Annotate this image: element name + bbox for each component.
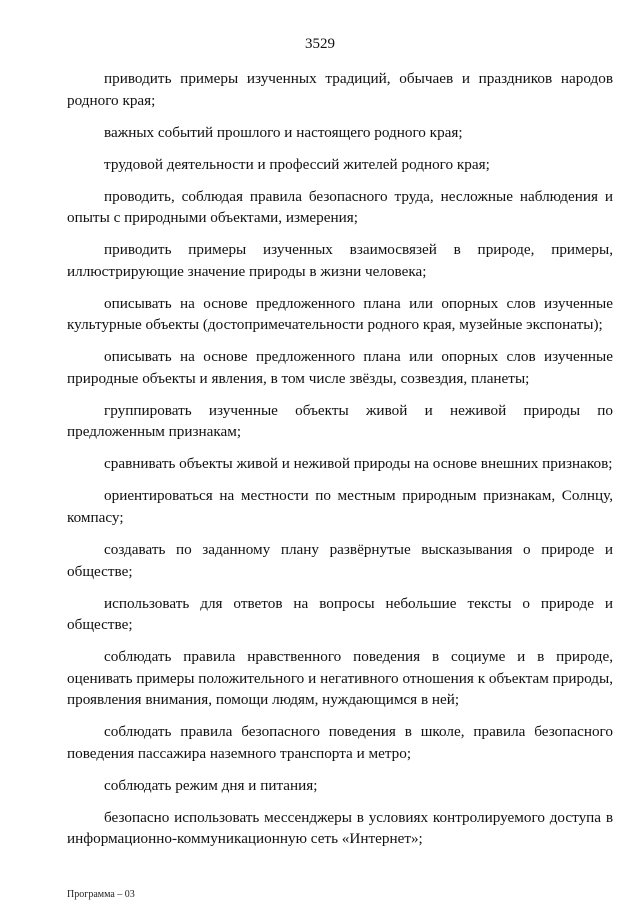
paragraph: ориентироваться на местности по местным природным признакам, Солнцу, компасу; <box>67 487 613 527</box>
paragraph: трудовой деятельности и профессий жителей родного края; <box>104 155 490 173</box>
paragraph: описывать на основе предложенного плана или опорных слов изученные культурные объекты (достопримечательности родного края, музейные экспонаты); <box>67 294 613 334</box>
paragraph: создавать по заданному плану развёрнутые высказывания о природе и обществе; <box>67 541 613 580</box>
paragraph: приводить примеры изученных традиций, обычаев и праздников народов родного края; <box>67 70 613 109</box>
paragraph: сравнивать объекты живой и неживой природы на основе внешних признаков; <box>104 455 613 473</box>
document-body <box>67 68 613 860</box>
paragraph: описывать на основе предложенного плана или опорных слов изученные природные объекты и явления, в том числе звёзды, созвездия, планеты; <box>67 348 613 387</box>
paragraph: проводить, соблюдая правила безопасного труда, несложные наблюдения и опыты с природными объектами, измерения; <box>67 187 613 227</box>
paragraph: соблюдать правила нравственного поведения в социуме и в природе, оценивать примеры положительного и негативного отношения к объектам природы, проявления внимания, помощи людям, нуждающимся в ней; <box>67 648 613 709</box>
paragraph: использовать для ответов на вопросы небольшие тексты о природе и обществе; <box>67 594 613 634</box>
paragraph: группировать изученные объекты живой и неживой природы по предложенным признакам; <box>67 401 613 441</box>
paragraph: соблюдать режим дня и питания; <box>104 776 318 794</box>
paragraph: соблюдать правила безопасного поведения в школе, правила безопасного поведения пассажира наземного транспорта и метро; <box>67 723 613 762</box>
page-number: 3529 <box>305 36 335 52</box>
paragraph: приводить примеры изученных взаимосвязей в природе, примеры, иллюстрирующие значение природы в жизни человека; <box>67 241 613 280</box>
paragraph: важных событий прошлого и настоящего родного края; <box>104 123 463 141</box>
footer-label: Программа – 03 <box>67 889 135 900</box>
paragraph: безопасно использовать мессенджеры в условиях контролируемого доступа в информационно-коммуникационную сеть «Интернет»; <box>67 808 613 848</box>
